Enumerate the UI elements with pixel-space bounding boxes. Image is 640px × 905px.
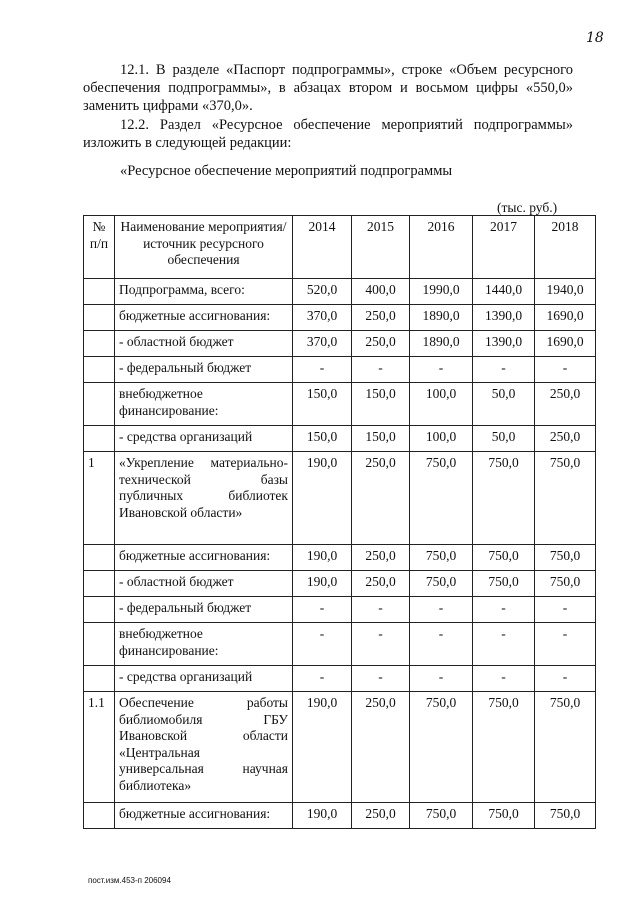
table-row <box>84 426 596 452</box>
row-name: - средства организаций <box>115 426 293 452</box>
row-index: 1 <box>84 452 115 545</box>
table-row <box>84 666 596 692</box>
value-cell: 190,0 <box>293 571 352 597</box>
value-cell: 150,0 <box>352 426 410 452</box>
value-cell: 1390,0 <box>473 305 535 331</box>
value-cell: 370,0 <box>293 305 352 331</box>
value-cell: 250,0 <box>352 331 410 357</box>
row-index <box>84 571 115 597</box>
row-index <box>84 357 115 383</box>
value-cell: 50,0 <box>473 383 535 426</box>
value-cell: 250,0 <box>352 803 410 829</box>
value-cell: - <box>410 357 473 383</box>
value-cell: 1940,0 <box>535 279 596 305</box>
table-row <box>84 305 596 331</box>
table-header-row <box>84 216 596 279</box>
value-cell: 250,0 <box>535 426 596 452</box>
row-index <box>84 666 115 692</box>
table-body <box>84 279 596 829</box>
value-cell: - <box>535 357 596 383</box>
value-cell: 100,0 <box>410 383 473 426</box>
value-cell: 150,0 <box>352 383 410 426</box>
table-row <box>84 383 596 426</box>
row-name: внебюджетное финансирование: <box>115 623 293 666</box>
value-cell: - <box>352 666 410 692</box>
table-row <box>84 545 596 571</box>
value-cell: 150,0 <box>293 426 352 452</box>
value-cell: 750,0 <box>473 803 535 829</box>
value-cell: 750,0 <box>410 452 473 545</box>
units-label: (тыс. руб.) <box>497 200 558 215</box>
value-cell: - <box>473 666 535 692</box>
value-cell: 1890,0 <box>410 331 473 357</box>
table-row <box>84 692 596 803</box>
table-row <box>84 331 596 357</box>
value-cell: - <box>410 597 473 623</box>
header-2018: 2018 <box>535 216 596 279</box>
header-2014: 2014 <box>293 216 352 279</box>
row-name: - средства организаций <box>115 666 293 692</box>
value-cell: 750,0 <box>535 452 596 545</box>
row-name: бюджетные ассигнования: <box>115 545 293 571</box>
header-index: № п/п <box>84 216 115 279</box>
row-name: - федеральный бюджет <box>115 597 293 623</box>
value-cell: 750,0 <box>473 452 535 545</box>
row-index <box>84 426 115 452</box>
row-index <box>84 279 115 305</box>
value-cell: 190,0 <box>293 545 352 571</box>
value-cell: - <box>352 357 410 383</box>
row-index <box>84 383 115 426</box>
value-cell: - <box>410 666 473 692</box>
value-cell: - <box>535 623 596 666</box>
value-cell: 750,0 <box>410 803 473 829</box>
value-cell: - <box>410 623 473 666</box>
table-row <box>84 357 596 383</box>
table-row <box>84 452 596 545</box>
value-cell: - <box>352 623 410 666</box>
row-name: - федеральный бюджет <box>115 357 293 383</box>
value-cell: 750,0 <box>535 803 596 829</box>
value-cell: - <box>293 666 352 692</box>
value-cell: 150,0 <box>293 383 352 426</box>
value-cell: 190,0 <box>293 692 352 803</box>
table-row <box>84 803 596 829</box>
table-row <box>84 597 596 623</box>
value-cell: 400,0 <box>352 279 410 305</box>
header-2017: 2017 <box>473 216 535 279</box>
value-cell: 750,0 <box>535 692 596 803</box>
row-name: Обеспечение работы библиомобиля ГБУ Ивановской области «Центральная универсальная научная библиотека» <box>115 692 293 803</box>
value-cell: 1890,0 <box>410 305 473 331</box>
row-name: бюджетные ассигнования: <box>115 803 293 829</box>
value-cell: 1390,0 <box>473 331 535 357</box>
footer-code: пост.изм.453-п 206094 <box>88 876 171 885</box>
value-cell: 750,0 <box>410 692 473 803</box>
row-index <box>84 305 115 331</box>
row-index: 1.1 <box>84 692 115 803</box>
value-cell: 1690,0 <box>535 331 596 357</box>
row-name: Подпрограмма, всего: <box>115 279 293 305</box>
value-cell: 750,0 <box>410 571 473 597</box>
row-index <box>84 803 115 829</box>
value-cell: - <box>473 597 535 623</box>
value-cell: - <box>293 357 352 383</box>
value-cell: 520,0 <box>293 279 352 305</box>
value-cell: - <box>352 597 410 623</box>
value-cell: 100,0 <box>410 426 473 452</box>
value-cell: 250,0 <box>352 305 410 331</box>
value-cell: - <box>293 597 352 623</box>
value-cell: 250,0 <box>352 452 410 545</box>
table-row <box>84 623 596 666</box>
value-cell: 250,0 <box>352 545 410 571</box>
value-cell: 250,0 <box>352 692 410 803</box>
value-cell: 50,0 <box>473 426 535 452</box>
value-cell: 1440,0 <box>473 279 535 305</box>
paragraph-12-1: 12.1. В разделе «Паспорт подпрограммы», строке «Объем ресурсного обеспечения подпрограммы», в абзацах втором и восьмом цифры «550,0» заменить цифрами «370,0». <box>83 62 573 114</box>
table-row <box>84 279 596 305</box>
row-name: - областной бюджет <box>115 571 293 597</box>
value-cell: 750,0 <box>473 571 535 597</box>
value-cell: 750,0 <box>535 545 596 571</box>
value-cell: 370,0 <box>293 331 352 357</box>
value-cell: - <box>293 623 352 666</box>
row-name: - областной бюджет <box>115 331 293 357</box>
value-cell: 750,0 <box>473 545 535 571</box>
paragraph-12-2: 12.2. Раздел «Ресурсное обеспечение мероприятий подпрограммы» изложить в следующей редакции: <box>83 117 573 151</box>
value-cell: 190,0 <box>293 452 352 545</box>
header-2015: 2015 <box>352 216 410 279</box>
row-index <box>84 545 115 571</box>
value-cell: 1990,0 <box>410 279 473 305</box>
value-cell: 1690,0 <box>535 305 596 331</box>
header-2016: 2016 <box>410 216 473 279</box>
row-name: внебюджетное финансирование: <box>115 383 293 426</box>
value-cell: 250,0 <box>352 571 410 597</box>
resource-table <box>83 215 596 829</box>
row-index <box>84 331 115 357</box>
value-cell: 250,0 <box>535 383 596 426</box>
value-cell: - <box>535 597 596 623</box>
row-index <box>84 597 115 623</box>
header-name: Наименование мероприятия/источник ресурсного обеспечения <box>115 216 293 279</box>
value-cell: 750,0 <box>535 571 596 597</box>
table-title: «Ресурсное обеспечение мероприятий подпрограммы <box>120 163 453 179</box>
row-name: бюджетные ассигнования: <box>115 305 293 331</box>
value-cell: 750,0 <box>473 692 535 803</box>
value-cell: 190,0 <box>293 803 352 829</box>
value-cell: - <box>473 623 535 666</box>
row-name: «Укрепление материально-технической базы публичных библиотек Ивановской области» <box>115 452 293 545</box>
value-cell: - <box>535 666 596 692</box>
value-cell: - <box>473 357 535 383</box>
table-row <box>84 571 596 597</box>
value-cell: 750,0 <box>410 545 473 571</box>
row-index <box>84 623 115 666</box>
page-number: 18 <box>586 30 604 46</box>
